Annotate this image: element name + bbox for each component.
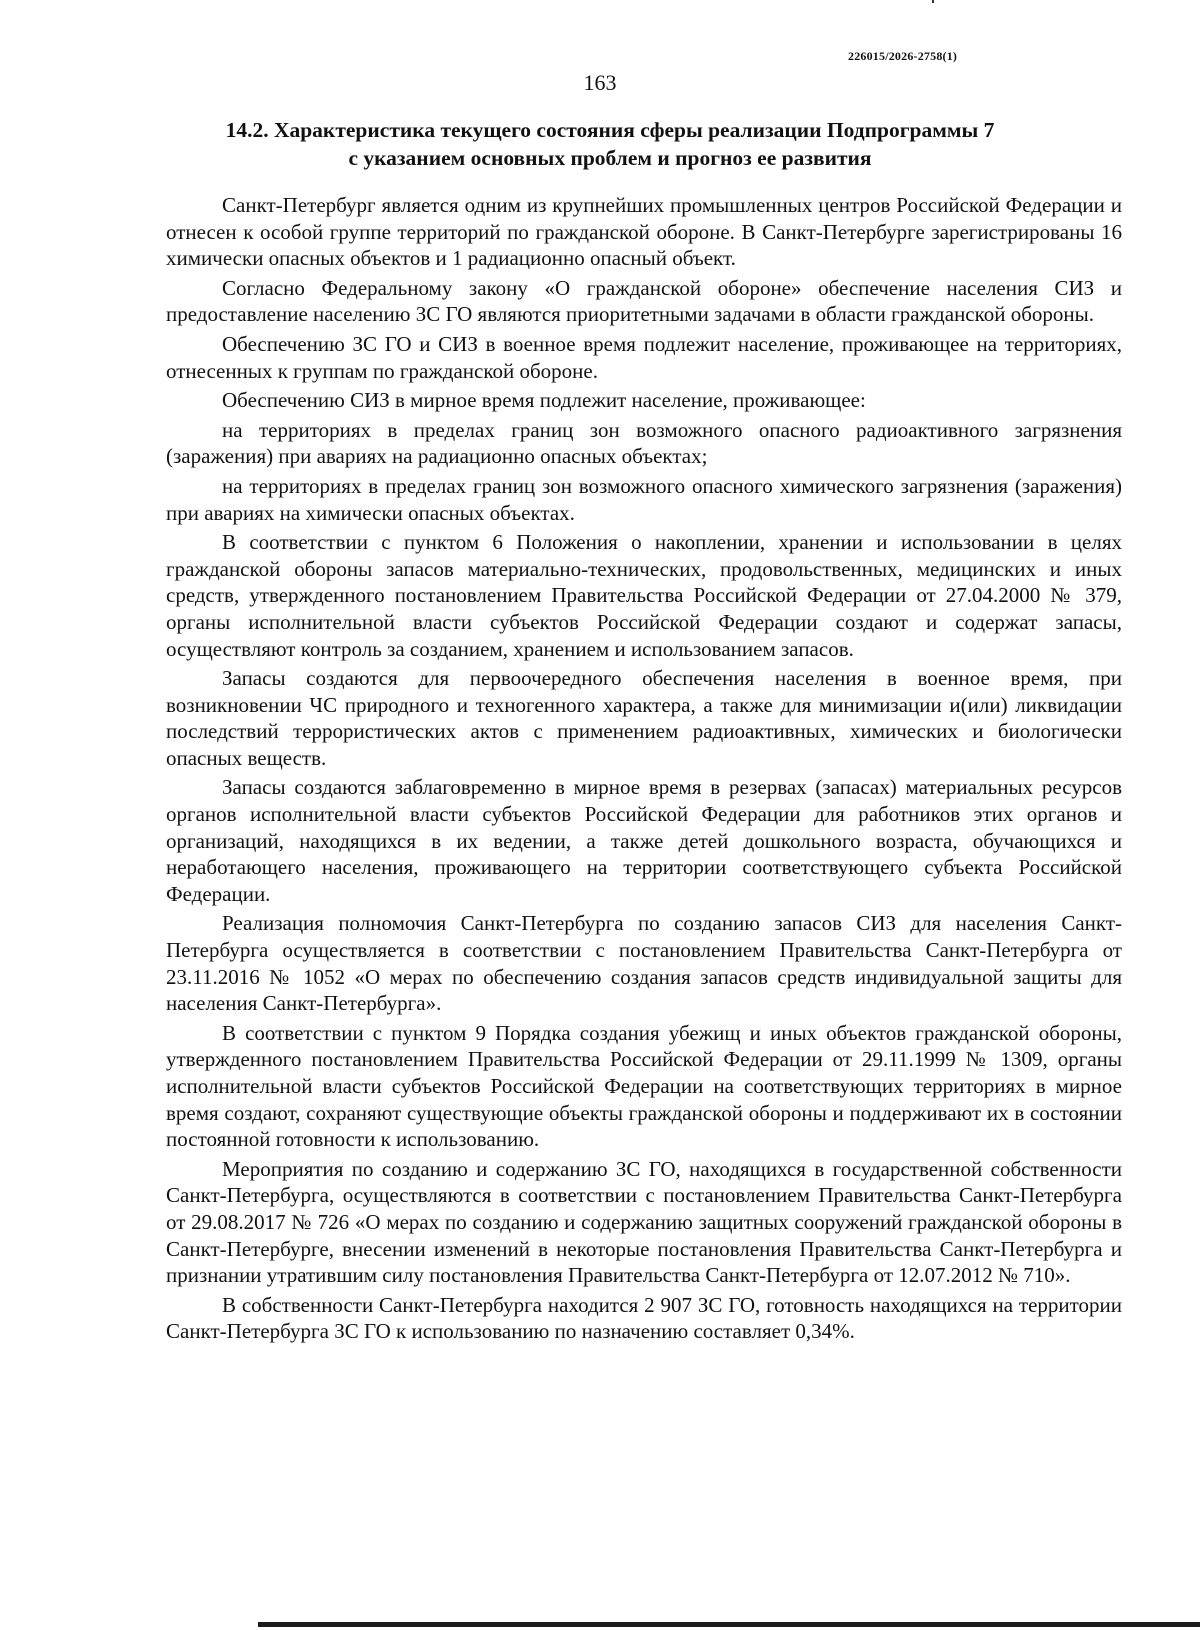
paragraph: В собственности Санкт-Петербурга находится 2 907 ЗС ГО, готовность находящихся на территории Санкт-Петербурга ЗС ГО к использованию по назначению составляет 0,34%. xyxy=(166,1292,1122,1344)
paragraph: на территориях в пределах границ зон возможного опасного химического загрязнения (заражения) при авариях на химически опасных объектах. xyxy=(166,473,1122,525)
scan-bottom-border xyxy=(258,1622,1200,1627)
paragraph: Обеспечению ЗС ГО и СИЗ в военное время подлежит население, проживающее на территориях, отнесенных к группам по гражданской обороне. xyxy=(166,331,1122,383)
paragraph: В соответствии с пунктом 9 Порядка создания убежищ и иных объектов гражданской обороны, утвержденного постановлением Правительства Российской Федерации от 29.11.1999 № 1309, органы исполнительной власти субъектов Российской Федерации на соответствующих территориях в мирное время создают, сохраняют существующие объекты гражданской обороны и поддерживают их в состоянии постоянной готовности к использованию. xyxy=(166,1020,1122,1152)
paragraph: Согласно Федеральному закону «О гражданской обороне» обеспечение населения СИЗ и предоставление населению ЗС ГО являются приоритетными задачами в области гражданской обороны. xyxy=(166,275,1122,327)
document-body xyxy=(166,192,1122,1348)
paragraph: Санкт-Петербург является одним из крупнейших промышленных центров Российской Федерации и отнесен к особой группе территорий по гражданской обороне. В Санкт-Петербурге зарегистрированы 16 химически опасных объектов и 1 радиационно опасный объект. xyxy=(166,193,1122,271)
paragraph: Мероприятия по созданию и содержанию ЗС ГО, находящихся в государственной собственности Санкт-Петербурга, осуществляются в соответствии с постановлением Правительства Санкт-Петербурга от 29.08.2017 № 726 «О мерах по созданию и содержанию защитных сооружений гражданской обороны в Санкт-Петербурге, внесении изменений в некоторые постановления Правительства Санкт-Петербурга и признании утратившим силу постановления Правительства Санкт-Петербурга от 12.07.2012 № 710». xyxy=(166,1156,1122,1288)
page-number: 163 xyxy=(583,70,617,95)
section-title xyxy=(180,116,1040,172)
paragraph: В соответствии с пунктом 6 Положения о накоплении, хранении и использовании в целях гражданской обороны запасов материально-технических, продовольственных, медицинских и иных средств, утвержденного постановлением Правительства Российской Федерации от 27.04.2000 № 379, органы исполнительной власти субъектов Российской Федерации создают и содержат запасы, осуществляют контроль за созданием, хранением и использованием запасов. xyxy=(166,530,1122,661)
paragraph: Реализация полномочия Санкт-Петербурга по созданию запасов СИЗ для населения Санкт-Петербурга осуществляется в соответствии с постановлением Правительства Санкт-Петербурга от 23.11.2016 № 1052 «О мерах по обеспечению создания запасов средств индивидуальной защиты для населения Санкт-Петербурга». xyxy=(166,911,1122,1016)
section-title-line-2: с указанием основных проблем и прогноз ее развития xyxy=(348,146,872,170)
scan-mark xyxy=(932,0,934,3)
paragraph: на территориях в пределах границ зон возможного опасного радиоактивного загрязнения (заражения) при авариях на радиационно опасных объектах; xyxy=(166,417,1122,469)
paragraph: Запасы создаются для первоочередного обеспечения населения в военное время, при возникновении ЧС природного и техногенного характера, а также для минимизации и(или) ликвидации последствий террористических актов с применением радиоактивных, химических и биологически опасных веществ. xyxy=(166,666,1122,770)
document-id: 226015/2026-2758(1) xyxy=(848,49,958,63)
paragraph: Запасы создаются заблаговременно в мирное время в резервах (запасах) материальных ресурсов органов исполнительной власти субъектов Российской Федерации для работников этих органов и организаций, находящихся в их ведении, а также детей дошкольного возраста, обучающихся и неработающего населения, проживающего на территории соответствующего субъекта Российской Федерации. xyxy=(166,775,1122,906)
section-title-line-1: 14.2. Характеристика текущего состояния сферы реализации Подпрограммы 7 xyxy=(225,118,995,142)
paragraph: Обеспечению СИЗ в мирное время подлежит население, проживающее: xyxy=(222,388,866,413)
